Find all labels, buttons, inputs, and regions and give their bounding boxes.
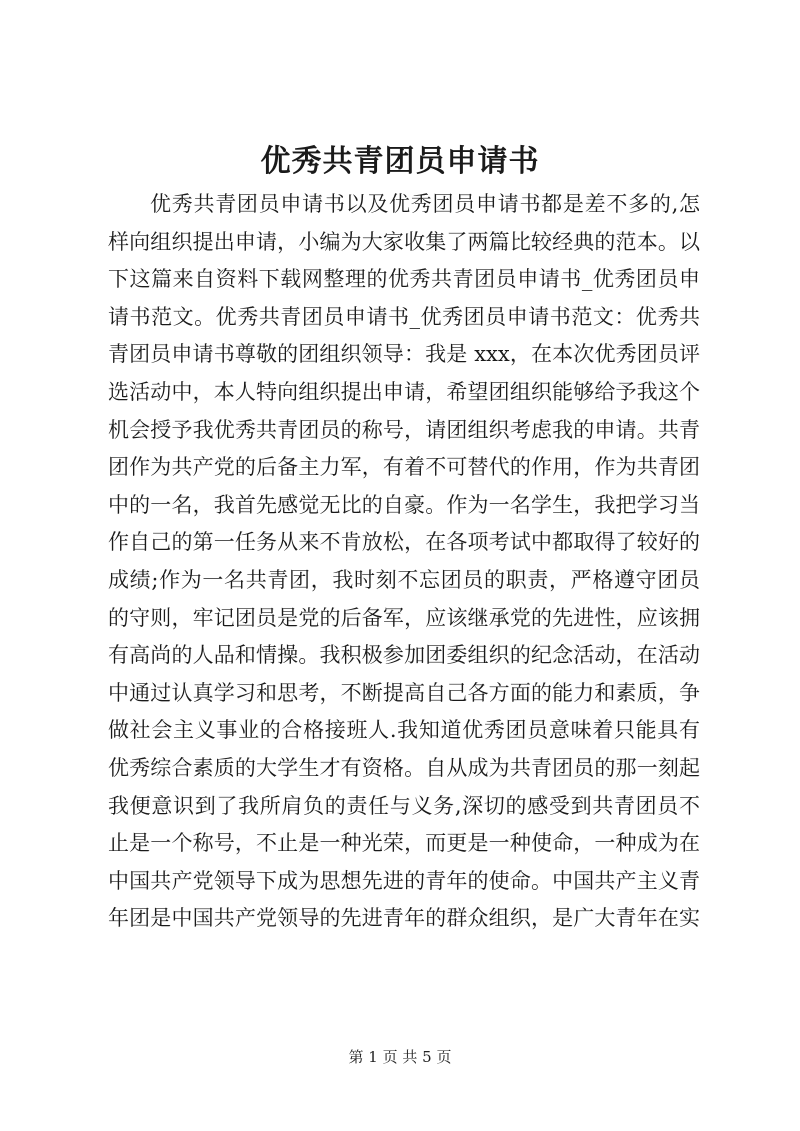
body-line: 选活动中，本人特向组织提出申请，希望团组织能够给予我这个	[108, 379, 700, 404]
body-line: 机会授予我优秀共青团员的称号，请团组织考虑我的申请。共青	[108, 417, 700, 442]
body-line: 中的一名，我首先感觉无比的自豪。作为一名学生，我把学习当	[108, 492, 700, 517]
page-footer: 第 1 页 共 5 页	[348, 1048, 452, 1066]
body-line: 青团员申请书尊敬的团组织领导：我是 xxx，在本次优秀团员评	[108, 342, 700, 367]
body-line: 优秀综合素质的大学生才有资格。自从成为共青团员的那一刻起	[108, 755, 700, 780]
body-line: 的守则，牢记团员是党的后备军，应该继承党的先进性，应该拥	[108, 605, 700, 630]
body-line: 作自己的第一任务从来不肯放松，在各项考试中都取得了较好的	[108, 530, 700, 555]
body-line: 中通过认真学习和思考，不断提高自己各方面的能力和素质，争	[108, 680, 700, 705]
body-line: 团作为共产党的后备主力军，有着不可替代的作用，作为共青团	[108, 455, 700, 480]
document-title: 优秀共青团员申请书	[260, 144, 540, 179]
body-line: 我便意识到了我所肩负的责任与义务,深切的感受到共青团员不	[108, 793, 700, 818]
body-line: 做社会主义事业的合格接班人.我知道优秀团员意味着只能具有	[108, 718, 700, 743]
body-line: 样向组织提出申请，小编为大家收集了两篇比较经典的范本。以	[108, 229, 700, 254]
body-line: 止是一个称号，不止是一种光荣，而更是一种使命，一种成为在	[108, 831, 700, 856]
body-line: 年团是中国共产党领导的先进青年的群众组织，是广大青年在实	[108, 906, 700, 931]
document-body	[108, 186, 700, 938]
body-line: 优秀共青团员申请书以及优秀团员申请书都是差不多的,怎	[150, 192, 700, 216]
body-line: 有高尚的人品和情操。我积极参加团委组织的纪念活动，在活动	[108, 643, 700, 668]
body-line: 请书范文。优秀共青团员申请书_优秀团员申请书范文：优秀共	[108, 304, 700, 329]
body-line: 中国共产党领导下成为思想先进的青年的使命。中国共产主义青	[108, 868, 700, 893]
body-line: 下这篇来自资料下载网整理的优秀共青团员申请书_优秀团员申	[108, 267, 700, 292]
body-line: 成绩;作为一名共青团，我时刻不忘团员的职责，严格遵守团员	[108, 567, 700, 592]
